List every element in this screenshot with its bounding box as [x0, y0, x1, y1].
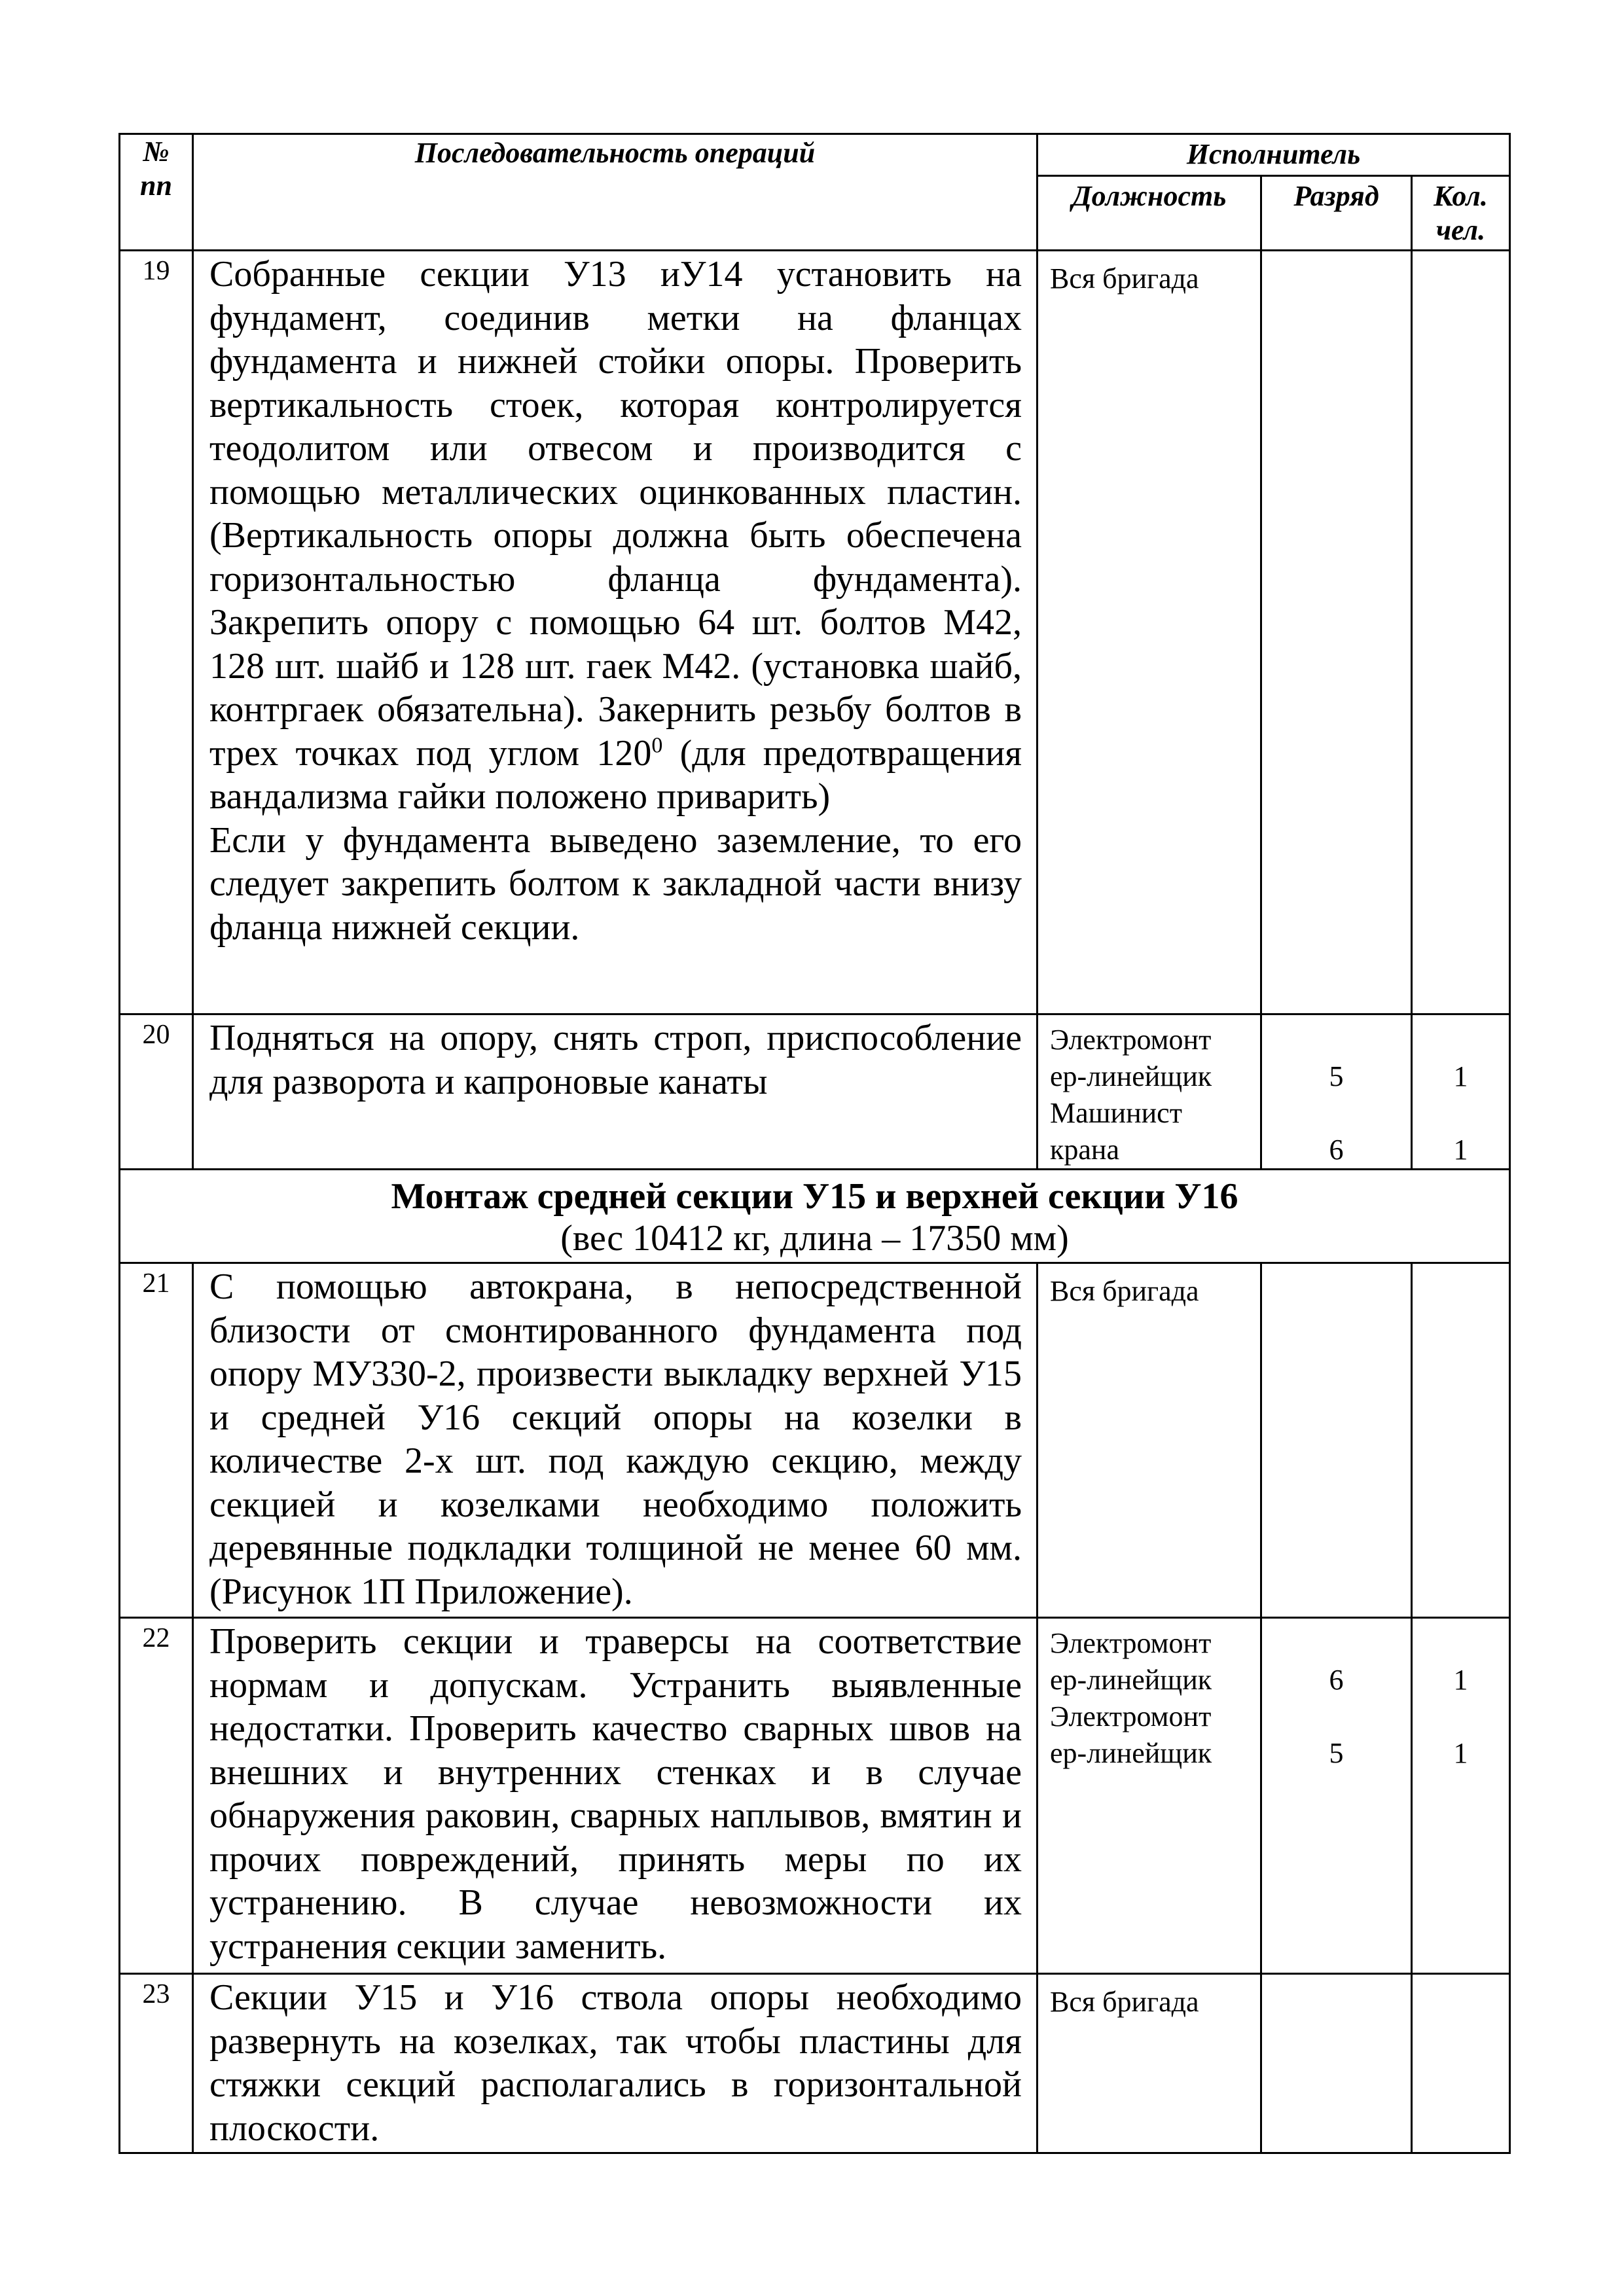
position-line: Электромонт	[1050, 1024, 1212, 1056]
position-line: Машинист	[1050, 1097, 1182, 1129]
operation-paragraph: Собранные секции У13 иУ14 установить на фундамент, соединив метки на фланцах фундамента и нижней стойки опоры. Проверить вертикальность стоек, которая контролируется теодолитом или отвесом и производится с помощью металлических оцинкованных пластин. (Вертикальность опоры должна быть обеспечена горизонтальностью фланца фундамента). Закрепить опору с помощью 64 шт. болтов М42, 128 шт. шайб и 128 шт. гаек М42. (установка шайб, контргаек обязательна). Закернить резьбу болтов в трех точках под углом $120^0$ (для предотвращения вандализма гайки положено приварить)	[209, 254, 1022, 817]
header-executor: Исполнитель	[1038, 134, 1510, 176]
position-line: ер-линейщик	[1050, 1664, 1212, 1696]
count-value: 1	[1453, 1134, 1468, 1166]
row-number: 19	[120, 251, 193, 1014]
position-line: ер-линейщик	[1050, 1060, 1212, 1092]
count-value: 1	[1453, 1737, 1468, 1769]
header-position: Должность	[1038, 176, 1261, 251]
row-number: 21	[120, 1263, 193, 1618]
operation-text: Секции У15 и У16 ствола опоры необходимо развернуть на козелках, так чтобы пластины для стяжки секций располагались в горизонтальной плоскости.	[193, 1974, 1038, 2153]
executor-grade	[1261, 1014, 1412, 1170]
executor-count	[1412, 1014, 1510, 1170]
row-number: 22	[120, 1618, 193, 1974]
section-header	[120, 1170, 1510, 1263]
row-number: 23	[120, 1974, 193, 2153]
operation-paragraph: Если у фундамента выведено заземление, то его следует закрепить болтом к закладной части внизу фланца нижней секции.	[209, 819, 1022, 948]
section-subtitle: (вес 10412 кг, длина – 17350 мм)	[560, 1218, 1069, 1259]
executor-count	[1412, 251, 1510, 1014]
executor-position: Вся бригада	[1038, 251, 1261, 1014]
grade-value: 5	[1329, 1060, 1344, 1092]
header-grade: Разряд	[1261, 176, 1412, 251]
executor-count	[1412, 1974, 1510, 2153]
count-value: 1	[1453, 1060, 1468, 1092]
header-count: Кол. чел.	[1412, 176, 1510, 251]
grade-value: 6	[1329, 1134, 1344, 1166]
operation-text: С помощью автокрана, в непосредственной близости от смонтированного фундамента под опору МУ330-2, произвести выкладку верхней У15 и средней У16 секций опоры на козелки в количестве 2-х шт. под каждую секцию, между секцией и козелками необходимо положить деревянные подкладки толщиной не менее 60 мм. (Рисунок 1П Приложение).	[193, 1263, 1038, 1618]
operation-text: Проверить секции и траверсы на соответствие нормам и допускам. Устранить выявленные недостатки. Проверить качество сварных швов на внешних и внутренних стенках и в случае обнаружения раковин, сварных наплывов, вмятин и прочих повреждений, принять меры по их устранению. В случае невозможности их устранения секции заменить.	[193, 1618, 1038, 1974]
section-title: Монтаж средней секции У15 и верхней секции У16	[391, 1176, 1238, 1217]
header-num: № пп	[120, 134, 193, 251]
position-line: Электромонт	[1050, 1700, 1212, 1732]
executor-grade	[1261, 1263, 1412, 1618]
position-line: ер-линейщик	[1050, 1737, 1212, 1769]
executor-position: Вся бригада	[1038, 1974, 1261, 2153]
executor-count	[1412, 1263, 1510, 1618]
count-value: 1	[1453, 1664, 1468, 1696]
executor-grade	[1261, 1618, 1412, 1974]
operation-text: Подняться на опору, снять строп, приспособление для разворота и капроновые канаты	[193, 1014, 1038, 1170]
executor-grade	[1261, 251, 1412, 1014]
grade-value: 6	[1329, 1664, 1344, 1696]
position-line: крана	[1050, 1134, 1119, 1166]
executor-position	[1038, 1014, 1261, 1170]
position-line: Электромонт	[1050, 1627, 1212, 1659]
executor-grade	[1261, 1974, 1412, 2153]
executor-position	[1038, 1618, 1261, 1974]
operations-table	[118, 133, 1511, 2154]
header-operations: Последовательность операций	[193, 134, 1038, 251]
executor-count	[1412, 1618, 1510, 1974]
row-number: 20	[120, 1014, 193, 1170]
degree-superscript: 0	[651, 732, 663, 757]
executor-position: Вся бригада	[1038, 1263, 1261, 1618]
operation-text	[193, 251, 1038, 1014]
grade-value: 5	[1329, 1737, 1344, 1769]
